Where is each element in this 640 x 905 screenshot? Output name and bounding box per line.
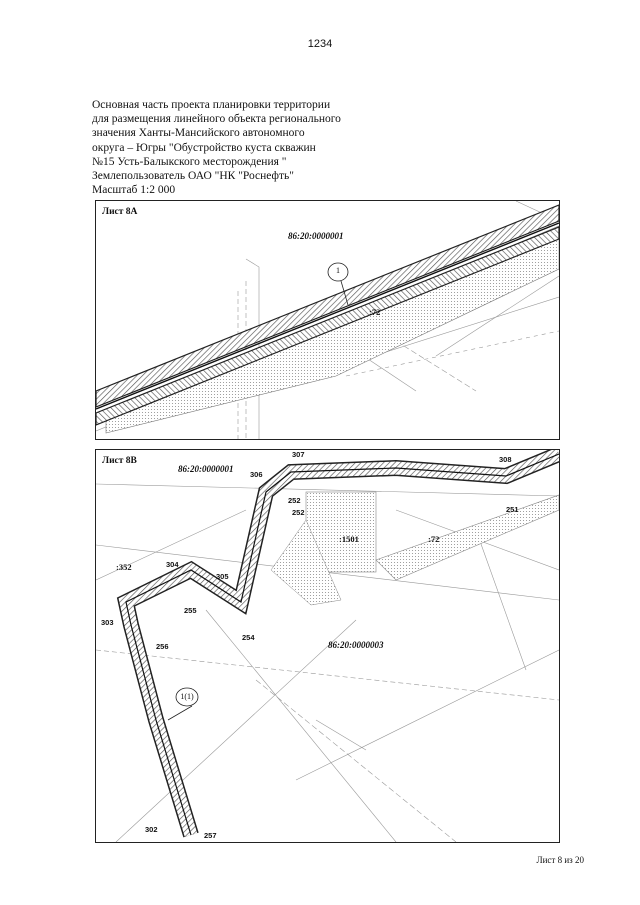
sheet-label: Лист 8А [102,207,138,217]
point-label: 303 [101,618,114,627]
pipeline-axis [96,223,559,409]
callout-number: 1 [336,266,340,275]
parcel-72-zone [376,495,559,580]
point-label: 252 [288,496,301,505]
title-line: для размещения линейного объекта регионального [92,113,341,126]
parcel-label: :72 [369,307,381,317]
point-label: 302 [145,825,158,834]
point-label: 305 [216,572,229,581]
title-line: округа – Югры "Обустройство куста скважин [92,141,316,154]
scale-label: Масштаб 1:2 000 [92,184,176,197]
point-label: 307 [292,450,305,459]
point-label: 254 [242,633,255,642]
point-label: 252 [292,508,305,517]
sheet-footer: Лист 8 из 20 [536,855,584,865]
page-number: 1234 [307,38,333,50]
point-label: 256 [156,642,169,651]
parcel-label: :352 [116,562,132,572]
parcel-label: :1501 [339,534,359,544]
callout-leader [168,706,192,720]
sheet-label: Лист 8В [102,456,137,466]
map-sheet-8a [95,200,560,440]
callout-number: 1(1) [180,692,194,701]
point-label: 308 [499,455,512,464]
title-line: значения Ханты-Мансийского автономного [92,127,305,140]
parcel-label: :72 [428,534,440,544]
point-label: 306 [250,470,263,479]
title-line: №15 Усть-Балыкского месторождения " [92,155,287,168]
map-sheet-8b [95,449,560,843]
cadastral-block-label: 86:20:0000001 [288,231,344,241]
point-label: 255 [184,606,197,615]
point-label: 304 [166,560,179,569]
title-block [92,98,392,197]
title-line: Основная часть проекта планировки территории [92,99,331,111]
pipeline-corridor-lower [96,227,559,425]
point-label: 257 [204,831,217,840]
cadastral-block-label: 86:20:0000001 [178,464,234,474]
cadastral-block-label: 86:20:0000003 [328,640,384,650]
title-line: Землепользователь ОАО "НК "Роснефть" [92,170,294,183]
point-label: 251 [506,505,519,514]
